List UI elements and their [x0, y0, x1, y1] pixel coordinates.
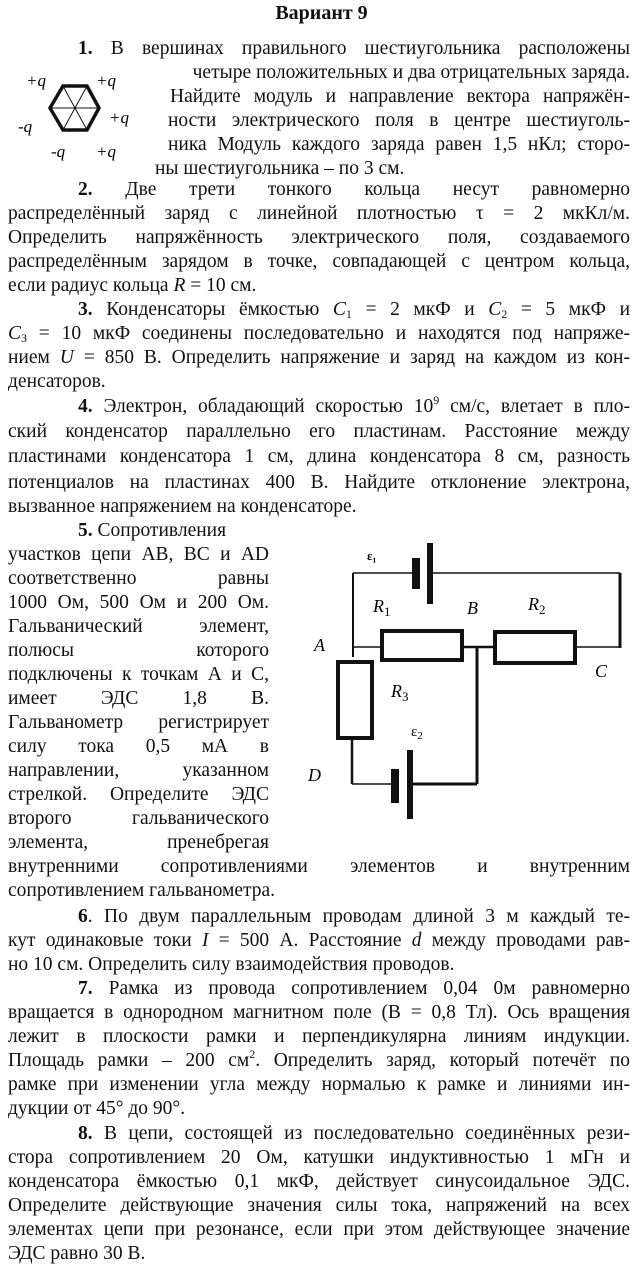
problem-number: 6 — [78, 906, 88, 927]
charge-label: -q — [18, 117, 33, 136]
problem-text-line: кут одинаковые токи I = 500 А. Расстояние d между проводами рав- — [8, 930, 630, 951]
charge-label: +q — [26, 71, 46, 90]
problem-text-line: Гальванический элемент, — [8, 616, 269, 637]
problem-text-line: внутренними сопротивлениями элементов и внутренним — [8, 856, 630, 877]
problem-text-line: 1000 Ом, 500 Ом и 200 Ом. — [8, 592, 269, 613]
problem-text-line: 7. Рамка из провода сопротивлением 0,04 0м равномерно — [78, 978, 630, 999]
problem-text-line: 6. По двум параллельным проводам длиной 3 м каждый те- — [78, 906, 630, 927]
problem-text-line: 4. Электрон, обладающий скоростью $10^9$ см/с, влетает в пло- — [78, 395, 630, 417]
problem-text-line: Площадь рамки – 200 $см^2$. Определить заряд, который потечёт по — [8, 1049, 630, 1071]
node-b-label: B — [467, 598, 478, 618]
problem-text-line: ны шестиугольника – по 3 см. — [155, 158, 405, 179]
resistor-r2 — [495, 632, 575, 663]
problem-text-line: распределённым зарядом в точке, совпадающей с центром кольца, — [8, 251, 630, 272]
charge-label: +q — [96, 71, 116, 90]
problem-text-line: 5. Сопротивления — [78, 520, 227, 541]
problem-text-line: пластинами конденсатора 1 см, длина конденсатора 8 см, разность — [8, 446, 630, 467]
problem-text-line: нием U = 850 В. Определить напряжение и заряд на каждом из кон- — [8, 347, 630, 368]
emf1-label: ε₁ — [367, 548, 377, 563]
node-c-label: C — [595, 661, 608, 681]
node-d-label: D — [308, 765, 321, 785]
problem-text-line: ности электрического поля в центре шестиуголь- — [168, 110, 630, 131]
problem-text-line: элемента, пренебрегая — [8, 832, 269, 853]
problem-text-line: стора сопротивлением 20 Ом, катушки индуктивностью 1 мГн и — [8, 1147, 630, 1168]
problem-text-line: 3. Конденсаторы ёмкостью $C_1 = 2$ мкФ и $C_2 = 5$ мкФ и — [78, 299, 630, 321]
problem-text-line: ника Модуль каждого заряда равен 1,5 нКл; сторо- — [168, 134, 630, 155]
problem-text-line: подключены к точкам А и С, — [8, 664, 269, 685]
problem-text-line: денсаторов. — [8, 371, 106, 392]
problem-text-line: распределённый заряд с линейной плотностью τ = 2 мкКл/м. — [8, 203, 630, 224]
problem-text-line: ЭДС равно 30 В. — [8, 1243, 146, 1264]
problem-number: 3. — [78, 299, 93, 320]
circuit-diagram — [300, 530, 643, 820]
resistor-r1 — [382, 631, 462, 660]
problem-text-line: стрелкой. Определите ЭДС — [8, 784, 269, 805]
problem-text-line: участков цепи AB, BC и AD — [8, 544, 269, 565]
r1-label: $R_1$ — [373, 596, 391, 619]
charge-label: -q — [51, 142, 66, 161]
battery-emf1-symbol — [412, 543, 433, 604]
problem-text-line: Определить напряжённость электрического поля, создаваемого — [8, 227, 630, 248]
problem-text-line: силу тока 0,5 мА в — [8, 736, 269, 757]
problem-text-line: $C_3 = 10$ мкФ соединены последовательно и находятся под напряже- — [8, 323, 630, 345]
problem-text-line: вызванное напряжением на конденсаторе. — [8, 496, 357, 517]
r2-label: $R_2$ — [528, 594, 546, 617]
problem-number: 5. — [78, 520, 93, 541]
problem-text-line: конденсатора ёмкостью 0,1 мкФ, действует синусоидальное ЭДС. — [8, 1171, 630, 1192]
problem-text-line: сопротивлением гальванометра. — [8, 880, 276, 901]
problem-text-line: дукции от 45° до 90°. — [8, 1098, 186, 1119]
problem-text-line: 8. В цепи, состоящей из последовательно соединённых рези- — [78, 1123, 630, 1144]
problem-text-line: полюсы которого — [8, 640, 269, 661]
problem-number: 2. — [78, 179, 93, 200]
problem-text-line: 1. В вершинах правильного шестиугольника расположены — [78, 38, 630, 59]
problem-text-line: лежит в плоскости рамки и перпендикулярна линиям индукции. — [8, 1026, 630, 1047]
problem-text-line: четыре положительных и два отрицательных заряда. — [192, 62, 630, 83]
problem-text-line: соответственно равны — [8, 568, 269, 589]
node-a-label: A — [314, 635, 325, 655]
problem-text-line: направлении, указанном — [8, 760, 269, 781]
problem-number: 7. — [78, 978, 93, 999]
problem-text-line: но 10 см. Определить силу взаимодействия проводов. — [8, 954, 455, 975]
problem-text-line: Гальванометр регистрирует — [8, 712, 269, 733]
problem-text-line: Найдите модуль и направление вектора напряжён- — [170, 86, 630, 107]
charge-label: +q — [109, 108, 129, 127]
resistor-r3 — [338, 662, 372, 738]
problem-text-line: 2. Две трети тонкого кольца несут равномерно — [78, 179, 630, 200]
page-title: Вариант 9 — [275, 2, 368, 24]
problem-text-line: второго гальванического — [8, 808, 269, 829]
problem-text-line: имеет ЭДС 1,8 В. — [8, 688, 269, 709]
battery-emf2-symbol — [391, 750, 413, 819]
problem-text-line: элементах цепи при резонансе, если при этом действующее значение — [8, 1219, 630, 1240]
r3-label: $R_3$ — [391, 681, 409, 704]
problem-text-line: вращается в однородном магнитном поле (В = 0,8 Тл). Ось вращения — [8, 1002, 630, 1023]
hexagon-charges-figure — [10, 66, 150, 166]
problem-number: 8. — [78, 1123, 93, 1144]
problem-text-line: если радиус кольца R = 10 см. — [8, 275, 257, 296]
problem-number: 4. — [78, 396, 93, 417]
problem-text-line: ский конденсатор параллельно его пластинам. Расстояние между — [8, 421, 630, 442]
hexagon-shape — [50, 86, 99, 130]
problem-text-line: рамке при изменении угла между нормалью к рамке и линиями ин- — [8, 1074, 630, 1095]
circuit-wires — [352, 573, 620, 784]
problem-number: 1. — [78, 38, 93, 59]
emf2-label: $\varepsilon_2$ — [411, 724, 423, 742]
charge-label: +q — [96, 142, 116, 161]
problem-text-line: Определите действующие значения силы тока, напряжений на всех — [8, 1195, 630, 1216]
problem-text-line: потенциалов на пластинах 400 В. Найдите отклонение электрона, — [8, 472, 630, 493]
